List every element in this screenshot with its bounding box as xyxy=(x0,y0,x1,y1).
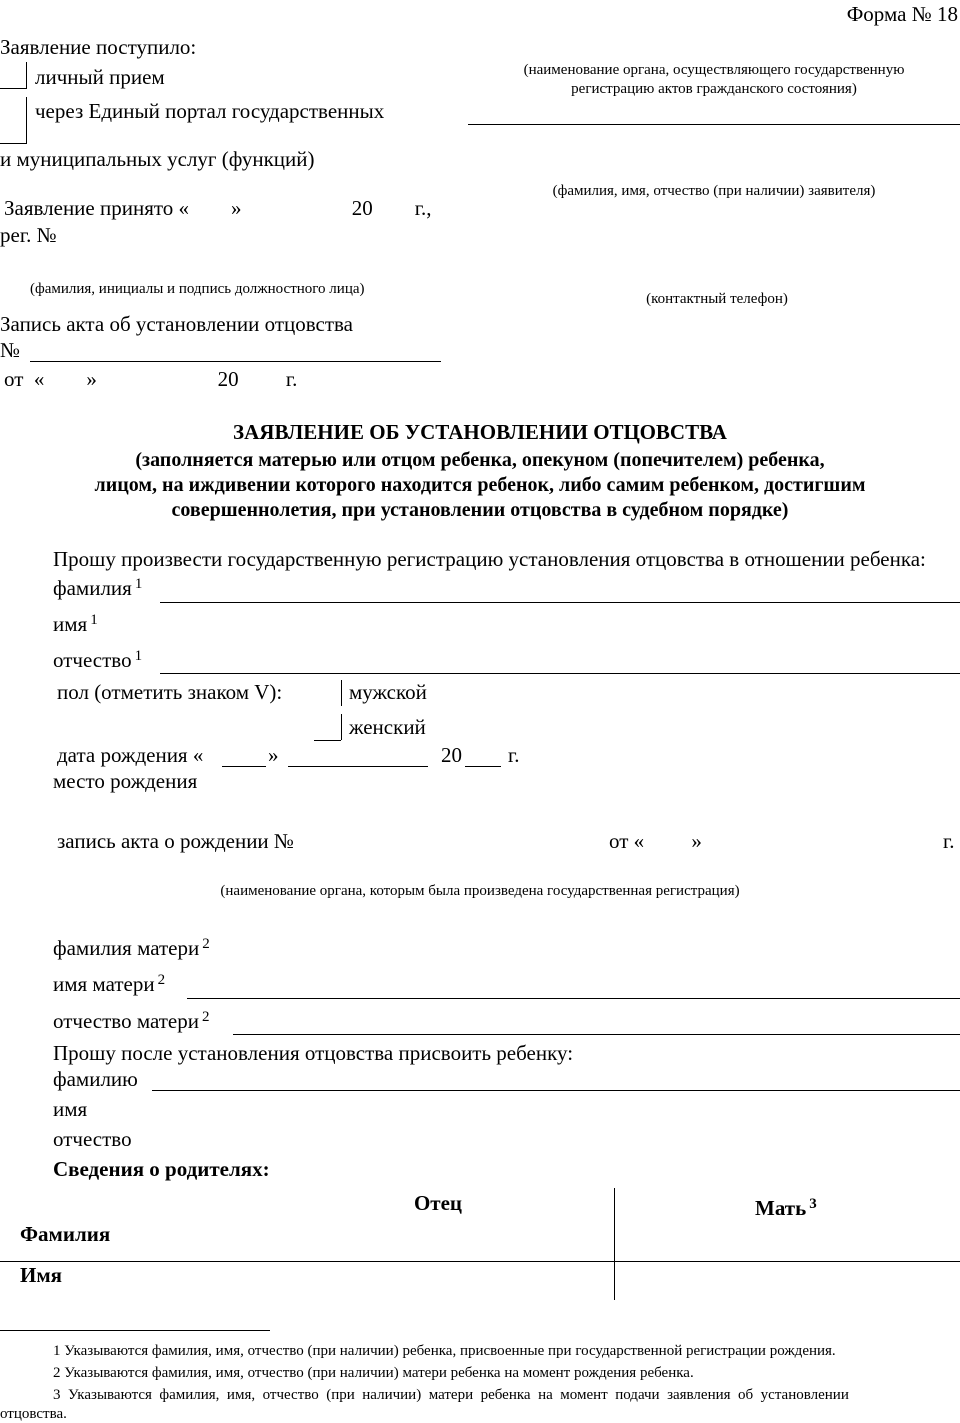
footnote-mark-1: 1 xyxy=(134,576,143,592)
form-heading: ЗАЯВЛЕНИЕ ОБ УСТАНОВЛЕНИИ ОТЦОВСТВА xyxy=(233,420,727,444)
footnote-3: 3 Указываются фамилия, имя, отчество (при наличии) матери ребенка на момент подачи заявления об установлении xyxy=(53,1387,849,1403)
sex-male-label: мужской xyxy=(349,680,427,704)
sex-male-checkbox[interactable] xyxy=(341,680,342,706)
sex-female-checkbox[interactable] xyxy=(314,740,341,741)
form-subheading-2: лицом, на иждивении которого находится ребенок, либо самим ребенком, достигшим xyxy=(94,474,866,496)
phone-caption: (контактный телефон) xyxy=(646,291,788,307)
assign-request: Прошу после установления отцовства присвоить ребенку: xyxy=(53,1041,574,1065)
mother-surname-label: фамилия матери $^2$ xyxy=(53,936,210,960)
record-date: от « » 20 г. xyxy=(4,367,298,391)
birthdate-month-line[interactable] xyxy=(288,766,428,767)
option-portal-label-cont: и муниципальных услуг (функций) xyxy=(0,147,315,171)
assign-surname-label: фамилию xyxy=(53,1067,138,1091)
mother-patronymic-label: отчество матери $^2$ xyxy=(53,1009,210,1033)
mother-name-line[interactable] xyxy=(187,998,960,999)
assign-name-label: имя xyxy=(53,1097,88,1121)
child-surname-line[interactable] xyxy=(160,602,960,603)
parents-column-divider xyxy=(614,1188,615,1300)
record-number-label: № xyxy=(0,338,21,362)
col-father-header: Отец xyxy=(413,1191,463,1215)
reg-number-label: рег. № xyxy=(0,223,57,247)
form-subheading-1: (заполняется матерью или отцом ребенка, опекуном (попечителем) ребенка, xyxy=(135,449,825,471)
birthdate-label: дата рождения « xyxy=(57,743,204,767)
organ-caption-2: регистрацию актов гражданского состояния) xyxy=(571,81,857,97)
birthdate-year-prefix: 20 xyxy=(441,743,462,767)
sex-label: пол (отметить знаком V): xyxy=(57,680,283,704)
option-portal-label: через Единый портал государственных xyxy=(35,99,385,123)
assign-patronymic-label: отчество xyxy=(53,1127,132,1151)
sex-female-checkbox-side xyxy=(341,714,342,740)
birth-record-label: запись акта о рождении № xyxy=(57,829,294,853)
birthplace-label: место рождения xyxy=(53,769,198,793)
record-number-line[interactable] xyxy=(30,361,441,362)
received-title: Заявление поступило: xyxy=(0,35,197,59)
birth-organ-caption: (наименование органа, которым была произведена государственная регистрация) xyxy=(220,883,740,899)
footnote-1: 1 Указываются фамилия, имя, отчество (при наличии) ребенка, присвоенные при государственной регистрации рождения. xyxy=(53,1343,836,1359)
child-patronymic-line[interactable] xyxy=(160,673,960,674)
parents-title: Сведения о родителях: xyxy=(53,1157,270,1181)
accepted-date: Заявление принято « » 20 г., xyxy=(4,196,432,220)
child-surname-label: фамилия $^1$ xyxy=(53,576,143,600)
applicant-caption: (фамилия, имя, отчество (при наличии) заявителя) xyxy=(552,183,876,199)
birthdate-year-line[interactable] xyxy=(465,766,501,767)
form-number: Форма № 18 xyxy=(846,2,958,26)
footnote-2: 2 Указываются фамилия, имя, отчество (при наличии) матери ребенка на момент рождения ребенка. xyxy=(53,1365,694,1381)
form-subheading-3: совершеннолетия, при установлении отцовства в судебном порядке) xyxy=(171,499,789,521)
footnote-3-cont: отцовства. xyxy=(0,1406,67,1422)
official-caption: (фамилия, инициалы и подпись должностного лица) xyxy=(30,281,365,297)
parents-row-divider xyxy=(0,1261,960,1262)
mother-name-label: имя матери $^2$ xyxy=(53,972,166,996)
birth-record-from: от « » xyxy=(609,829,702,853)
row-surname-label: Фамилия xyxy=(20,1222,111,1246)
child-patronymic-label: отчество $^1$ xyxy=(53,648,143,672)
col-mother-header: Мать $^3$ xyxy=(755,1196,817,1220)
footnote-mark-3: 3 xyxy=(809,1196,817,1212)
sex-female-label: женский xyxy=(349,715,426,739)
organ-caption-1: (наименование органа, осуществляющего государственную xyxy=(523,62,905,78)
birthdate-close: » xyxy=(268,743,279,767)
assign-surname-line[interactable] xyxy=(152,1090,960,1091)
checkbox-personal[interactable] xyxy=(0,62,27,89)
organ-line[interactable] xyxy=(468,124,960,125)
row-name-label: Имя xyxy=(20,1263,62,1287)
checkbox-portal[interactable] xyxy=(0,97,27,144)
birth-record-g: г. xyxy=(943,829,955,853)
record-title: Запись акта об установлении отцовства xyxy=(0,312,353,336)
child-name-label: имя $^1$ xyxy=(53,612,98,636)
option-personal-label: личный прием xyxy=(35,65,165,89)
child-request: Прошу произвести государственную регистрацию установления отцовства в отношении ребенка: xyxy=(53,547,926,571)
mother-patronymic-line[interactable] xyxy=(233,1034,960,1035)
birthdate-day-line[interactable] xyxy=(222,766,266,767)
birthdate-g: г. xyxy=(508,743,520,767)
footnote-separator xyxy=(0,1330,270,1331)
